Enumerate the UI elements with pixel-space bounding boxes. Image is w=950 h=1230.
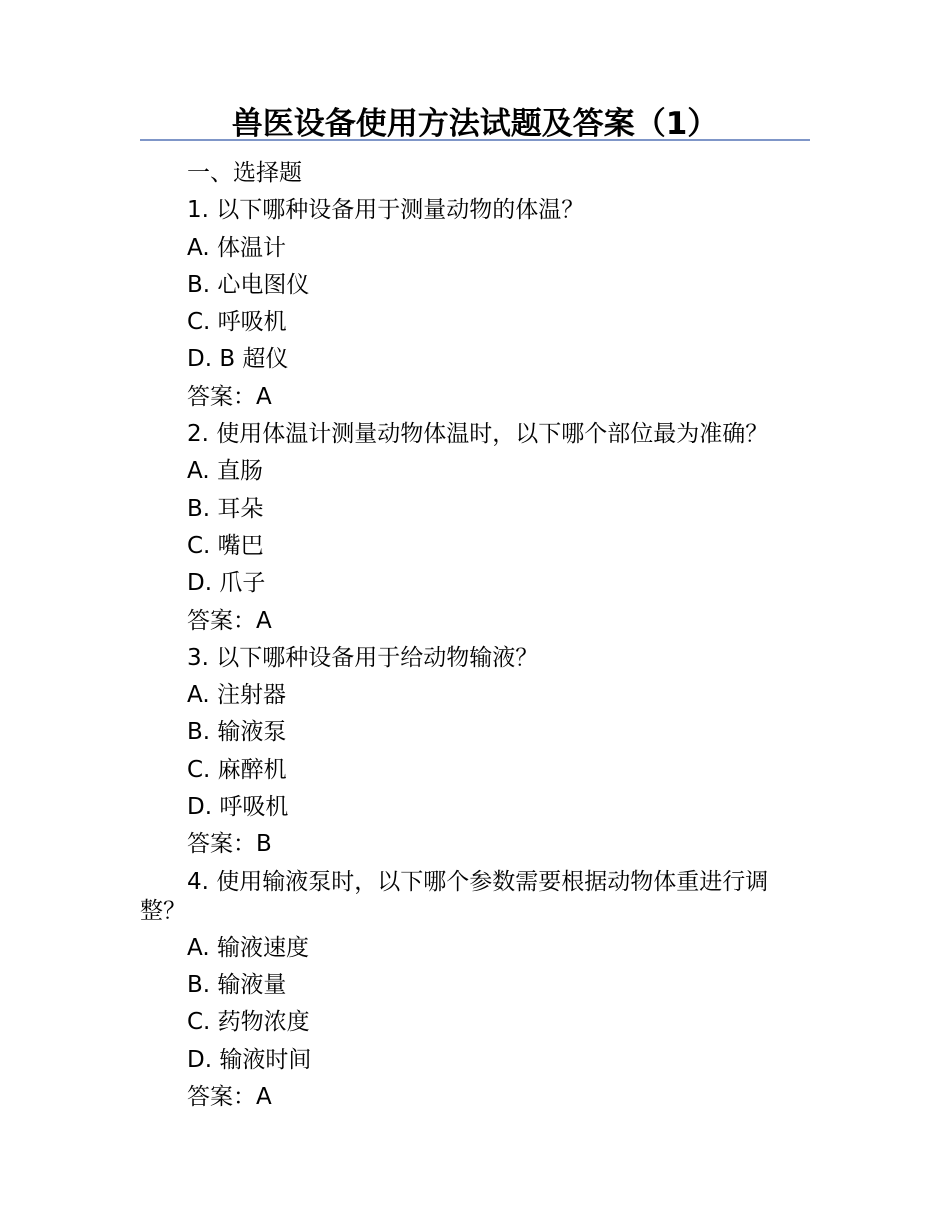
answer: 答案：A [187,383,272,410]
document-title: 兽医设备使用方法试题及答案（1） [231,106,719,142]
option-d: D. B 超仪 [187,346,289,373]
question-3 [140,640,810,864]
answer: 答案：A [187,607,272,634]
option-a: A. 注射器 [187,682,286,709]
option-d: D. 爪子 [187,570,266,597]
option-b: B. 耳朵 [187,495,264,522]
question-1 [140,192,810,416]
option-b: B. 心电图仪 [187,271,310,298]
option-c: C. 麻醉机 [187,756,287,783]
option-c: C. 药物浓度 [187,1009,310,1036]
question-stem: 4. 使用输液泵时，以下哪个参数需要根据动物体重进行调整？ [140,868,769,924]
option-c: C. 嘴巴 [187,532,264,559]
question-stem: 1. 以下哪种设备用于测量动物的体温？ [187,197,585,224]
document-body [140,155,810,1116]
option-d: D. 输液时间 [187,1046,312,1073]
option-c: C. 呼吸机 [187,309,287,336]
option-b: B. 输液量 [187,971,287,998]
answer: 答案：A [187,1083,272,1110]
question-4 [140,864,810,1116]
question-2 [140,416,810,640]
answer: 答案：B [187,831,272,858]
option-d: D. 呼吸机 [187,794,289,821]
option-a: A. 直肠 [187,458,263,485]
option-a: A. 输液速度 [187,934,309,961]
question-stem: 2. 使用体温计测量动物体温时，以下哪个部位最为准确？ [187,421,769,448]
option-b: B. 输液泵 [187,719,287,746]
option-a: A. 体温计 [187,234,286,261]
section-heading: 一、选择题 [187,160,302,186]
question-stem: 3. 以下哪种设备用于给动物输液？ [187,644,539,671]
title-underline [140,139,810,141]
